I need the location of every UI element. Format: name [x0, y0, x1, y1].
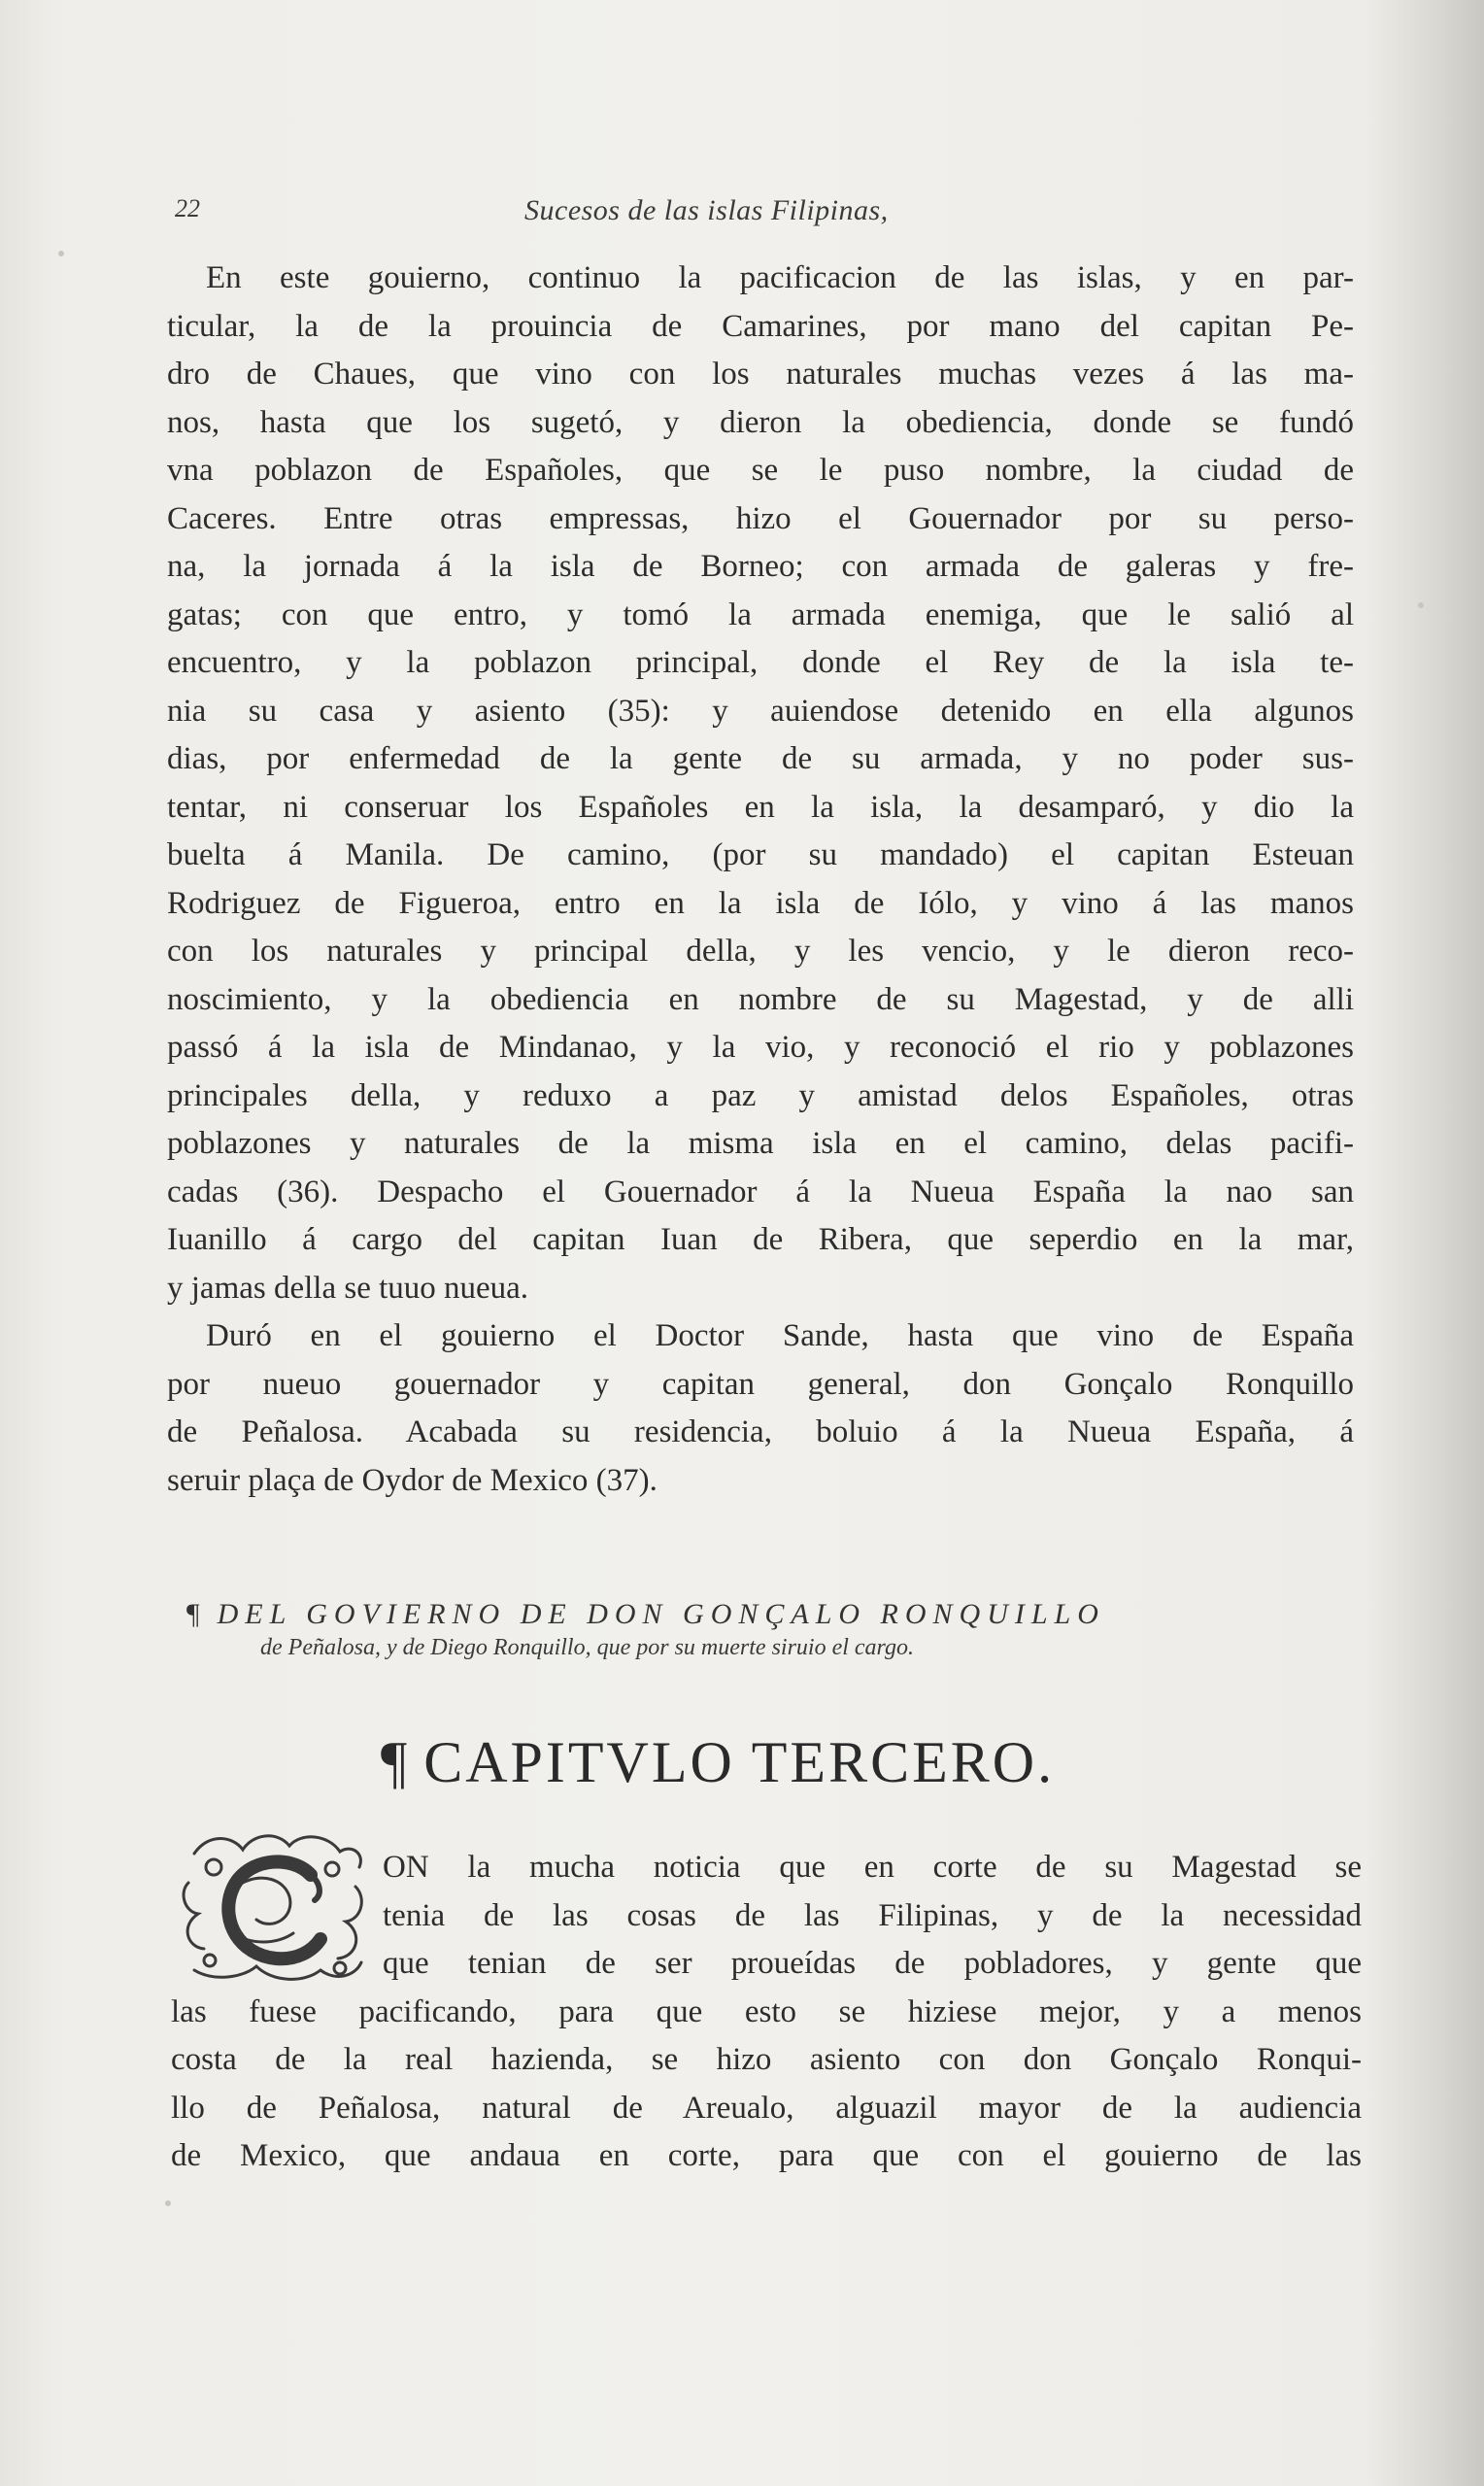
- text-line: y jamas della se tuuo nueua.: [167, 1270, 529, 1306]
- section-heading: [186, 1598, 1362, 1661]
- text-line: cadas (36). Despacho el Gouernador á la Nueua España la nao san: [167, 1174, 1354, 1209]
- text-line: Duró en el gouierno el Doctor Sande, hasta que vino de España: [206, 1318, 1354, 1353]
- text-line: poblazones y naturales de la misma isla en el camino, delas pacifi-: [167, 1126, 1354, 1161]
- text-line: na, la jornada á la isla de Borneo; con armada de galeras y fre-: [167, 549, 1354, 584]
- text-line: llo de Peñalosa, natural de Areualo, alguazil mayor de la audiencia: [171, 2090, 1362, 2126]
- text-line: dias, por enfermedad de la gente de su armada, y no poder sus-: [167, 741, 1354, 776]
- paper-speck: [58, 251, 64, 256]
- text-line: las fuese pacificando, para que esto se hiziese mejor, y a menos: [171, 1993, 1362, 2029]
- body-paragraphs: [167, 255, 1354, 1505]
- text-line: tenia de las cosas de las Filipinas, y de la necessidad: [383, 1897, 1362, 1933]
- text-line: nia su casa y asiento (35): y auiendose detenido en ella algunos: [167, 693, 1354, 729]
- text-line: Iuanillo á cargo del capitan Iuan de Ribera, que seperdio en la mar,: [167, 1222, 1354, 1257]
- section-subtitle: de Peñalosa, y de Diego Ronquillo, que por su muerte siruio el cargo.: [260, 1635, 915, 1660]
- text-line: noscimiento, y la obediencia en nombre de su Magestad, y de alli: [167, 981, 1354, 1017]
- text-line: gatas; con que entro, y tomó la armada enemiga, que le salió al: [167, 596, 1354, 632]
- text-line: vna poblazon de Españoles, que se le puso nombre, la ciudad de: [167, 453, 1354, 488]
- text-line: de Peñalosa. Acabada su residencia, boluio á la Nueua España, á: [167, 1414, 1354, 1449]
- section-title: [186, 1598, 1362, 1631]
- text-line: Caceres. Entre otras empressas, hizo el Gouernador por su perso-: [167, 500, 1354, 536]
- text-line: principales della, y reduxo a paz y amistad delos Españoles, otras: [167, 1077, 1354, 1113]
- chapter-title: [381, 1729, 1055, 1796]
- text-line: passó á la isla de Mindanao, y la vio, y reconoció el rio y poblazones: [167, 1030, 1354, 1065]
- text-line: tentar, ni conseruar los Españoles en la isla, la desamparó, y dio la: [167, 789, 1354, 825]
- text-line: nos, hasta que los sugetó, y dieron la obediencia, donde se fundó: [167, 404, 1354, 440]
- text-line: encuentro, y la poblazon principal, donde el Rey de la isla te-: [167, 645, 1354, 680]
- chapter-title-text: CAPITVLO TERCERO.: [423, 1730, 1056, 1794]
- text-line: con los naturales y principal della, y les vencio, y le dieron reco-: [167, 934, 1354, 969]
- chapter-paragraph: [171, 1844, 1362, 2181]
- section-title-text: DEL GOVIERNO DE DON GONÇALO RONQUILLO: [217, 1598, 1105, 1630]
- paper-speck: [165, 2200, 171, 2206]
- text-line: de Mexico, que andaua en corte, para que con el gouierno de las: [171, 2138, 1362, 2173]
- text-line: buelta á Manila. De camino, (por su mandado) el capitan Esteuan: [167, 837, 1354, 872]
- text-line: ON la mucha noticia que en corte de su Magestad se: [383, 1850, 1362, 1885]
- text-line: costa de la real hazienda, se hizo asiento con don Gonçalo Ronqui-: [171, 2042, 1362, 2077]
- paper-speck: [1418, 602, 1424, 608]
- text-line: ticular, la de la prouincia de Camarines, por mano del capitan Pe-: [167, 308, 1354, 344]
- pilcrow-mark: ¶: [381, 1730, 411, 1794]
- text-line: dro de Chaues, que vino con los naturales muchas vezes á las ma-: [167, 357, 1354, 392]
- text-line: que tenian de ser proueídas de pobladores, y gente que: [383, 1946, 1362, 1981]
- page-number: 22: [175, 194, 200, 222]
- running-head: [175, 194, 1360, 233]
- running-title: Sucesos de las islas Filipinas,: [524, 194, 889, 226]
- text-line: seruir plaça de Oydor de Mexico (37).: [167, 1462, 658, 1498]
- text-line: En este gouierno, continuo la pacificacion de las islas, y en par-: [206, 260, 1354, 295]
- text-line: Rodriguez de Figueroa, entro en la isla de Iólo, y vino á las manos: [167, 885, 1354, 921]
- text-line: por nueuo gouernador y capitan general, don Gonçalo Ronquillo: [167, 1366, 1354, 1402]
- pilcrow-mark: ¶: [186, 1598, 200, 1630]
